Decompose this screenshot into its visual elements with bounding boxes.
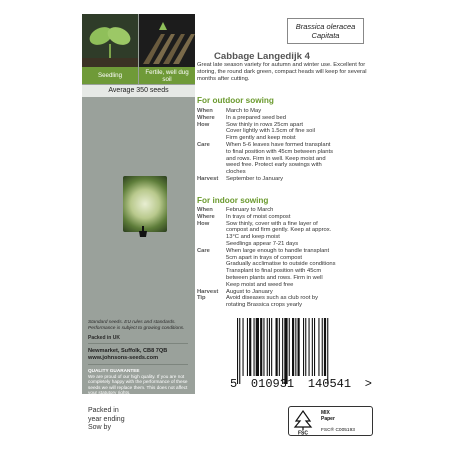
latin-name-line: Capitata [311,31,340,40]
barcode-number [230,377,372,391]
barcode-bar [276,318,278,376]
instruction-row [197,122,382,142]
barcode-bar [260,318,262,376]
indoor-sowing-heading: For indoor sowing [197,196,269,205]
instruction-row [197,176,382,183]
fsc-paper: Paper [321,416,335,422]
left-info-panel [82,14,195,394]
row-value: When large enough to handle transplant 5cm apart in trays of compost Gradually acclimatise to outside conditions Transplant to final position with 45cm between plants and rows. Firm in well Keep moist and weed free [226,247,336,288]
latin-name-line: Brassica oleracea [295,22,356,31]
barcode-bar [243,318,244,376]
packed-in-label: Packed in [88,407,119,414]
barcode-bar [267,318,268,376]
row-key: Harvest [197,175,219,182]
barcode-bar [318,318,319,376]
row-value: August to January [226,288,273,295]
row-value: Sow thinly, cover with a fine layer of compost and firm gently. Keep at approx. 13°C and keep moist Seedlings appear 7-21 days [226,220,332,247]
barcode-bar [249,318,251,376]
row-value: March to May [226,108,262,114]
packed-in-uk: Packed in UK [88,335,120,341]
row-key: Care [197,247,210,254]
barcode-bar [305,318,306,376]
soil-label: Fertile, well dug soil [139,67,195,84]
instruction-row [197,214,382,221]
barcode-bar [269,318,270,376]
seedling-icon [82,14,138,67]
barcode-bar [271,318,272,376]
instruction-row [197,108,382,115]
growing-icons-row [82,14,195,84]
instruction-row [197,221,382,248]
product-description: Great late season variety for autumn and winter use. Excellent for storing, the round dark green, compact heads will keep for several months after cutting. [197,62,367,83]
standard-seeds-text: Standard seeds. EU rules and standards. Performance is subject to growing conditions. [88,320,185,331]
barcode-bar [284,318,287,384]
outdoor-sowing-table [197,108,382,183]
fsc-code: FSC® C005193 [321,428,355,433]
row-value: In a prepared seed bed [226,114,286,121]
fsc-label [288,406,373,436]
barcode-bar [237,318,238,384]
fsc-mix-text [321,410,335,422]
guarantee-text: We are proud of our high quality. If you are not completely happy with the performance of these seeds we will replace them. This does not affect your statutory rights. [88,373,188,396]
divider [88,343,188,344]
barcode-bar [295,318,296,376]
barcode-digit-group: > [364,377,372,391]
trowel-icon [137,226,149,238]
barcode-bar [247,318,248,376]
instruction-row [197,142,382,176]
row-value: When 5-6 leaves have formed transplant to final position with 45cm between plants and rows. Firm in well. Keep moist and weed free. Protect early sowings with cloches [226,141,333,176]
barcode-bar [279,318,280,376]
instruction-row [197,289,382,296]
row-key: Harvest [197,288,219,295]
company-address [88,348,167,362]
row-key: Care [197,141,210,148]
row-value: Avoid diseases such as club root by rotating Brassica crops yearly [226,295,319,309]
instruction-row [197,248,382,289]
seedling-tile [82,14,138,84]
fsc-logo-text: FSC [298,430,308,435]
fsc-tree-icon [292,409,314,435]
barcode-bar [263,318,264,376]
quality-guarantee [88,368,192,396]
year-ending-label: year ending [88,415,125,423]
barcode-bar [327,318,328,384]
fsc-mix: MIX [321,410,330,416]
barcode-bar [322,318,323,376]
barcode-bar [254,318,255,376]
row-value: In trays of moist compost [226,213,291,220]
guarantee-title: QUALITY GUARANTEE [88,368,140,373]
barcode-bar [312,318,313,376]
row-key: Where [197,213,215,220]
seedling-label: Seedling [82,67,138,84]
barcode-bar [289,318,290,376]
barcode-bar [303,318,304,376]
indoor-sowing-table [197,207,382,309]
row-key: When [197,207,213,213]
barcode-bar [256,318,259,376]
barcode-bar [282,318,283,384]
seed-count: Average 350 seeds [82,85,195,97]
soil-rows-icon [139,14,195,67]
barcode-bar [292,318,294,376]
product-title: Cabbage Langedijk 4 [214,51,310,62]
sow-by-label: Sow by [88,424,111,431]
instruction-row [197,115,382,122]
barcode-digit-group: 5 [230,377,238,391]
outdoor-sowing-heading: For outdoor sowing [197,96,274,105]
row-key: Where [197,114,215,121]
row-key: How [197,121,210,128]
barcode-bar [239,318,240,384]
barcode-digit-group: 140541 [307,377,352,391]
website-line: www.johnsons-seeds.com [88,355,159,361]
packing-info [88,407,125,433]
row-value: February to March [226,207,274,213]
barcode-digit-group: 010931 [250,377,295,391]
row-key: When [197,108,213,114]
address-line: Newmarket, Suffolk, CB8 7QB [88,348,168,354]
instruction-row [197,295,382,309]
row-value: September to January [226,175,284,182]
divider [88,364,188,365]
cabbage-photo [123,176,167,232]
instruction-row [197,207,382,214]
latin-name-box [287,18,364,44]
row-key: Tip [197,295,206,302]
row-value: Sow thinly in rows 25cm apart Cover lightly with 1.5cm of fine soil Firm gently and keep moist [226,121,315,142]
barcode-bar [324,318,326,376]
barcode-bar [314,318,315,376]
row-key: How [197,220,210,227]
soil-tile [139,14,195,84]
barcode-bar [309,318,310,376]
barcode-bar [298,318,300,376]
